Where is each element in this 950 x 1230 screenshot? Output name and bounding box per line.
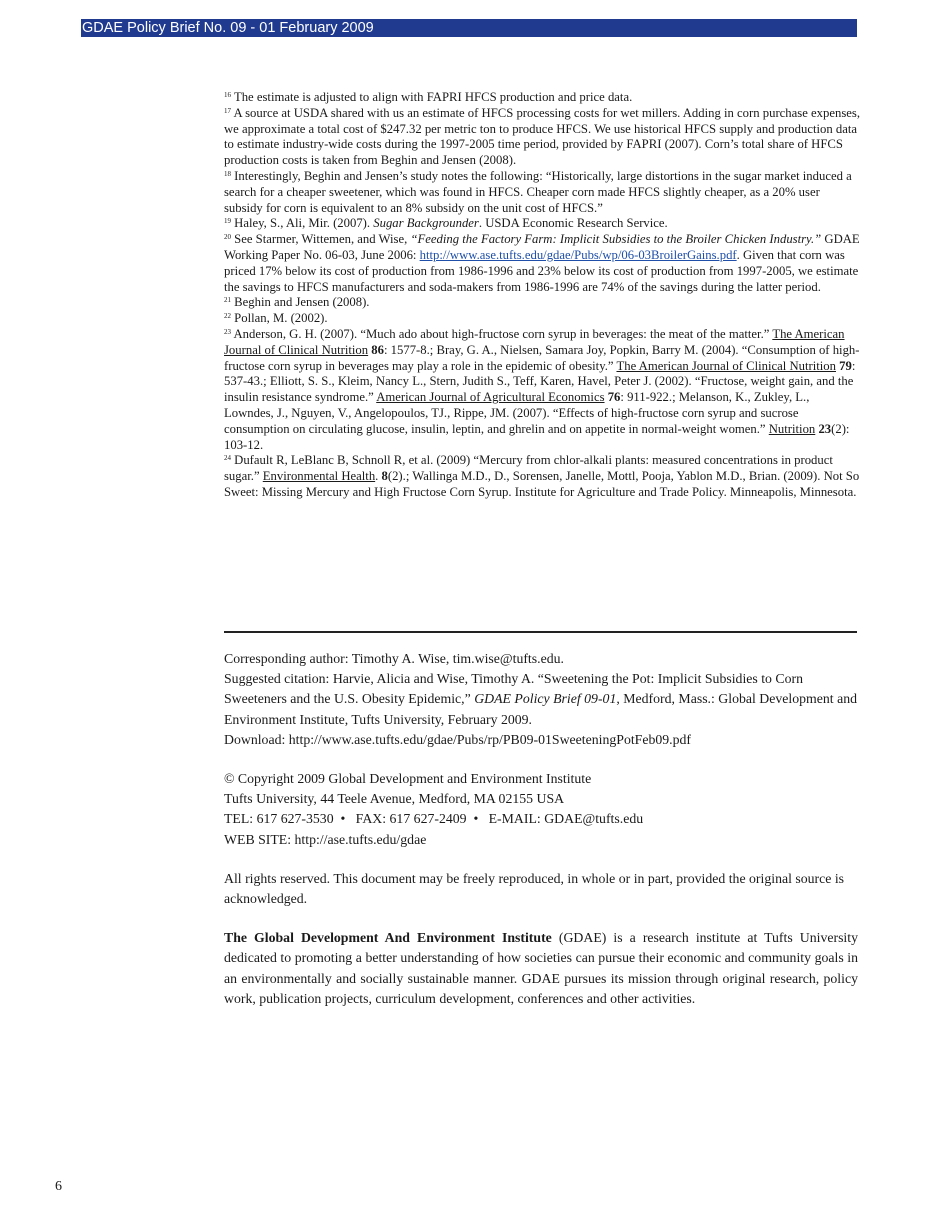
header-title: GDAE Policy Brief No. 09 - 01 February 2009 [82,20,374,36]
institute-name: The Global Development And Environment Institute [224,930,552,946]
footnote-text: . Given that corn was priced 17% below its cost of production from 1986-1996 and 23% below its cost of production from 1997-2005, we estimate the savings to HFCS manufacturers and soda-makers from 1986-1996 are 74% of the savings during the latter period. [224,247,859,294]
copyright-line: © Copyright 2009 Global Development and Environment Institute [224,771,592,787]
spacer [224,750,858,769]
header-bar [81,19,857,37]
footnote-number: 23 [224,327,231,336]
contact-line: TEL: 617 627-3530 • FAX: 617 627-2409 • E-MAIL: GDAE@tufts.edu [224,811,644,827]
footnote-text: A source at USDA shared with us an estimate of HFCS processing costs for wet millers. Adding in corn purchase expenses, we approximate a total cost of $247.32 per metric ton to produce HFCS. We use historical HFCS supply and production data to estimate industry-wide costs during the 1997-2005 time period, provided by FAPRI (2007). Corn’s total share of HFCS production costs is taken from Beghin and Jensen (2008). [224,105,860,168]
footnote-title: “Feeding the Factory Farm: Implicit Subsidies to the Broiler Chicken Industry.” [410,232,822,247]
journal-name: Nutrition [768,421,816,436]
footnote-text: : 1577-8.; Bray, G. A., Nielsen, Samara Joy, Popkin, Barry M. (2004). “Consumption of high-fructose corn syrup in beverages may play a role in the epidemic of obesity.” [224,342,860,373]
journal-name: Environmental Health [262,469,376,484]
footnote-23 [224,327,860,453]
footnote-20 [224,232,860,295]
footnote-22 [224,311,860,327]
footnote-number: 16 [224,91,231,99]
footnote-text: Interestingly, Beghin and Jensen’s study notes the following: “Historically, large distortions in the sugar market induced a search for a cheaper sweetener, which was found in HFCS. Cheaper corn made HFCS slightly cheaper, as a 20% user subsidy for corn is equivalent to an 8% subsidy on the unit cost of HFCS.” [224,168,852,215]
credits-section [224,649,858,1009]
footnotes [224,90,860,501]
footnote-18 [224,169,860,216]
working-paper-link[interactable]: http://www.ase.tufts.edu/gdae/Pubs/wp/06-03BroilerGains.pdf [419,247,737,262]
footnote-text: Anderson, G. H. (2007). “Much ado about high-fructose corn syrup in beverages: the meat of the matter.” [233,326,773,341]
footnote-number: 19 [224,217,231,226]
citation-text: Suggested citation: Harvie, Alicia and Wise, Timothy A. “Sweetening the Pot: Implicit Subsidies to Corn Sweeteners and the U.S. Obesity Epidemic,” [224,671,803,707]
footnote-text: : 537-43.; Elliott, S. S., Kleim, Nancy L., Stern, Judith S., Teff, Karen, Havel, Peter J. (2002). “Fructose, weight gain, and the insulin resistance syndrome.” [224,358,856,405]
journal-name: American Journal of Agricultural Economics [376,390,605,405]
spacer [224,909,858,928]
journal-volume: 76 [607,390,621,405]
about-text: (GDAE) is a research institute at Tufts University dedicated to promoting a better understanding of how societies can pursue their economic and community goals in an environmentally and socially sustainable manner. GDAE pursues its mission through original research, policy work, publication projects, curriculum development, conferences and other activities. [224,930,858,1006]
journal-volume: 79 [839,358,852,373]
footnote-number: 18 [224,169,231,178]
footnote-text: (2): 103-12. [224,421,850,452]
footnote-21 [224,295,860,311]
footnote-19 [224,216,860,232]
footnote-text: : 911-922.; Melanson, K., Zukley, L., Lowndes, J., Nguyen, V., Angelopoulos, TJ., Rippe, JM. (2007). “Effects of high-fructose corn syrup and sucrose consumption on circulating glucose, insulin, leptin, and ghrelin and on appetite in normal-weight women.” [224,390,810,436]
citation-title: GDAE Policy Brief 09-01 [474,691,617,707]
footnote-text: See Starmer, Wittemen, and Wise, [234,232,411,247]
spacer [224,850,858,869]
footnote-text: Pollan, M. (2002). [234,311,328,326]
section-divider [224,631,857,633]
page-number: 6 [55,1179,62,1194]
footnote-text: . USDA Economic Research Service. [478,216,668,231]
journal-volume: 8 [381,469,388,484]
footnote-text: Haley, S., Ali, Mir. (2007). [234,216,374,231]
footnote-number: 22 [224,312,231,321]
footnote-24 [224,453,860,500]
about-gdae [224,928,858,1009]
footnote-text: GDAE Working Paper No. 06-03, June 2006: [224,232,860,262]
journal-name: The American Journal of Clinical Nutrition [616,358,836,373]
journal-volume: 23 [818,421,832,436]
rights-statement: All rights reserved. This document may be freely reproduced, in whole or in part, provided the original source is acknowledged. [224,870,845,907]
journal-name: The American Journal of Clinical Nutrition [224,326,845,357]
footnote-text: Beghin and Jensen (2008). [234,295,370,310]
footnote-16 [224,90,860,106]
footnote-number: 17 [224,106,231,115]
journal-volume: 86 [371,342,384,357]
footnote-number: 20 [224,233,231,242]
website-line: WEB SITE: http://ase.tufts.edu/gdae [224,831,427,847]
footnote-text: The estimate is adjusted to align with FAPRI HFCS production and price data. [233,90,633,104]
footnote-number: 24 [224,454,231,463]
citation-text: , Medford, Mass.: Global Development and Environment Institute, Tufts University, February 2009. [224,691,857,727]
address-line: Tufts University, 44 Teele Avenue, Medford, MA 02155 USA [224,791,565,807]
download-line: Download: http://www.ase.tufts.edu/gdae/Pubs/rp/PB09-01SweeteningPotFeb09.pdf [224,731,692,747]
footnote-17 [224,106,860,169]
footnote-text: (2).; Wallinga M.D., D., Sorensen, Janelle, Mottl, Pooja, Yablon M.D., Brian. (2009). Not So Sweet: Missing Mercury and High Fructose Corn Syrup. Institute for Agriculture and Trade Policy. Minneapolis, Minnesota. [224,469,860,499]
corresponding-author: Corresponding author: Timothy A. Wise, tim.wise@tufts.edu. [224,651,564,666]
suggested-citation [224,669,858,730]
footnote-text: Dufault R, LeBlanc B, Schnoll R, et al. (2009) “Mercury from chlor-alkali plants: measured concentrations in product sugar.” [224,453,833,484]
footnote-title: Sugar Backgrounder [373,216,479,231]
footnote-number: 21 [224,296,231,305]
footnote-text: . [375,469,382,484]
